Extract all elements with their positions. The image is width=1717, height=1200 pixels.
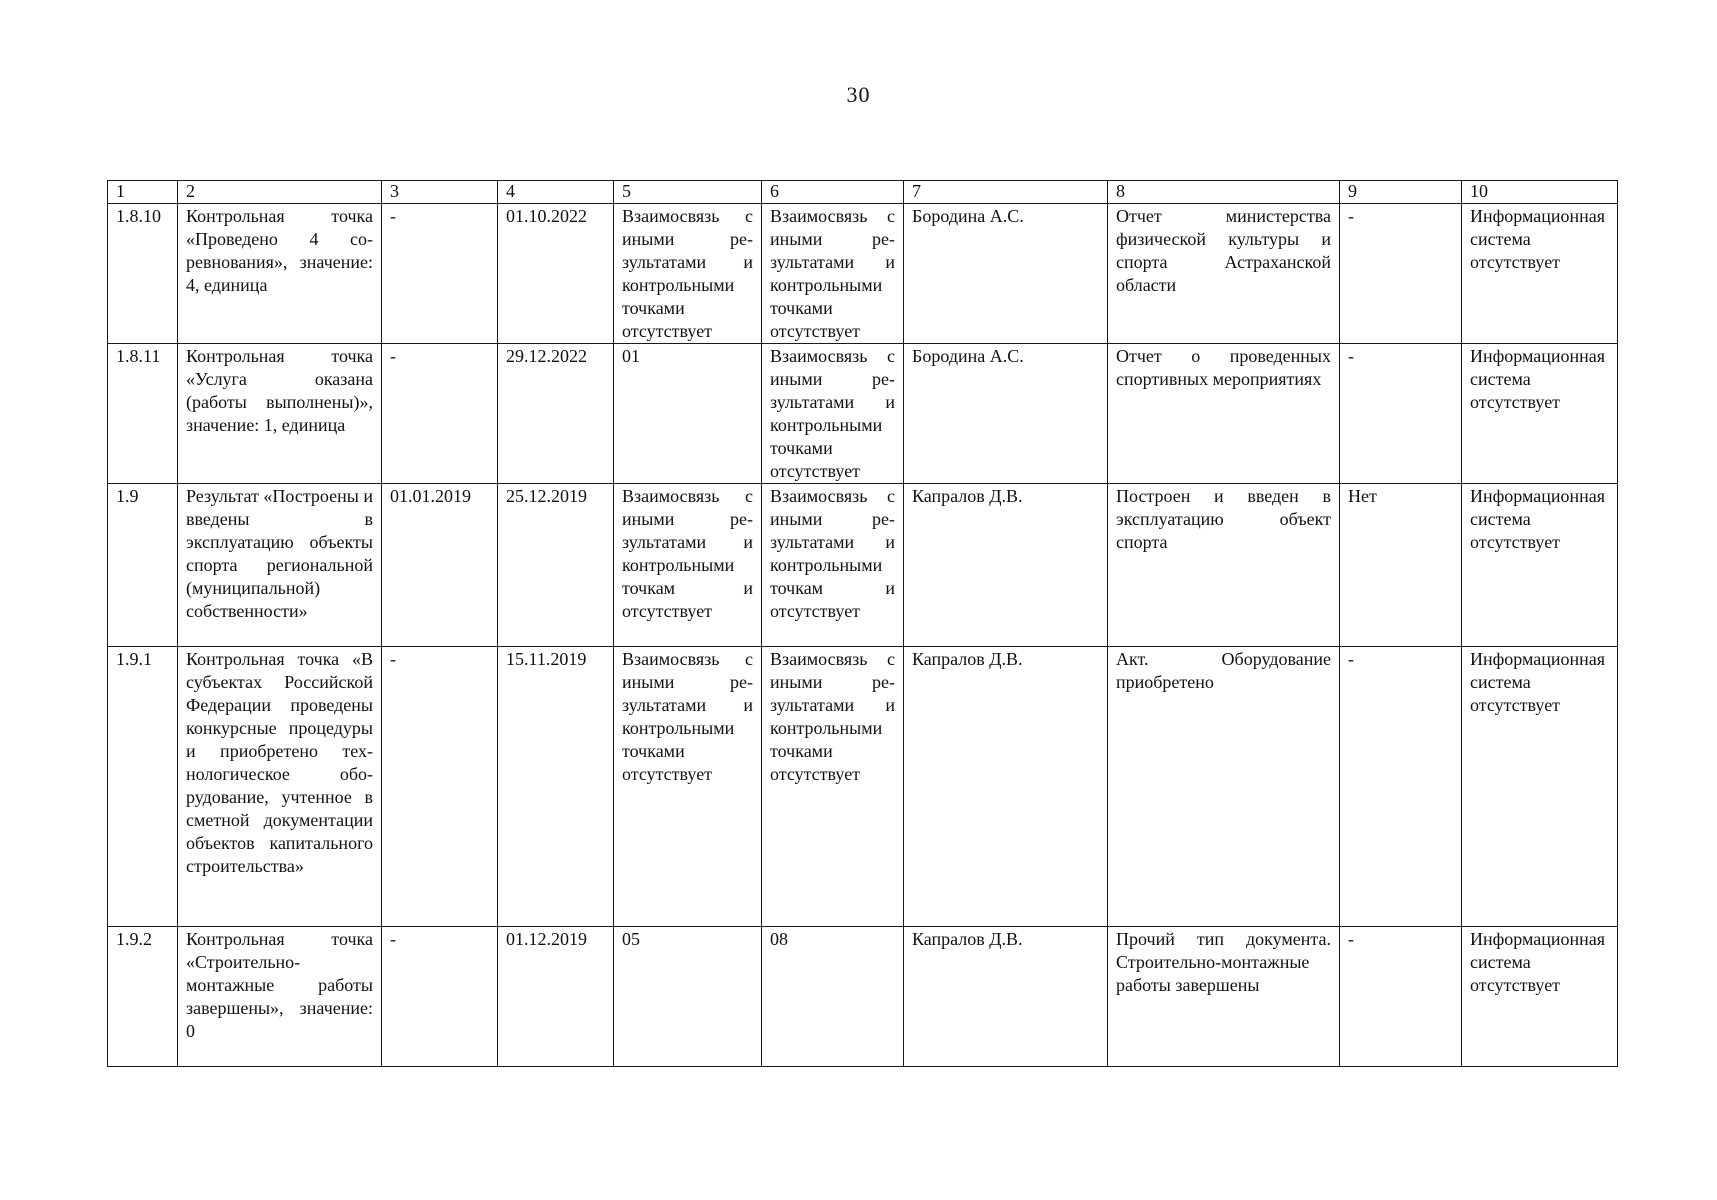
page-number: 30 [846,82,871,107]
row-info-system: Информационная система отсутствует [1462,927,1618,1067]
row-id: 1.9 [108,484,178,647]
row-document: Прочий тип документа. Строительно-монтажные работы завершены [1108,927,1340,1067]
row-successors: 08 [762,927,904,1067]
row-start-date: 01.01.2019 [382,484,498,647]
table-row [108,927,1618,1067]
table-row [108,344,1618,484]
row-start-date: - [382,204,498,344]
row-document: Построен и введен в эксплуатацию объект спорта [1108,484,1340,647]
row-id: 1.8.11 [108,344,178,484]
column-number: 4 [498,181,614,204]
row-end-date: 01.10.2022 [498,204,614,344]
column-number: 1 [108,181,178,204]
row-predecessors: Взаимосвязь с иными результатами и контрольными точкам и отсутствует [614,484,762,647]
row-responsible: Капралов Д.В. [904,647,1108,927]
row-start-date: - [382,344,498,484]
row-document: Отчет министерства физической культуры и спорта Астраханской области [1108,204,1340,344]
row-approval: - [1340,204,1462,344]
row-predecessors: 01 [614,344,762,484]
row-info-system: Информационная система отсутствует [1462,647,1618,927]
row-id: 1.9.2 [108,927,178,1067]
column-number: 8 [1108,181,1340,204]
row-info-system: Информационная система отсутствует [1462,204,1618,344]
row-end-date: 25.12.2019 [498,484,614,647]
control-points-table [107,180,1618,1067]
column-number: 7 [904,181,1108,204]
column-number-row [108,181,1618,204]
row-start-date: - [382,927,498,1067]
row-info-system: Информационная система отсутствует [1462,344,1618,484]
table-row [108,204,1618,344]
row-approval: - [1340,927,1462,1067]
row-predecessors: Взаимосвязь с иными результатами и контрольными точками отсутствует [614,647,762,927]
row-successors: Взаимосвязь с иными результатами и контрольными точками отсутствует [762,204,904,344]
column-number: 2 [178,181,382,204]
row-info-system: Информационная система отсутствует [1462,484,1618,647]
row-description: Контрольная точка «Услуга оказана (работы выполнены)», значение: 1, единица [178,344,382,484]
row-document: Отчет о проведенных спортивных мероприятиях [1108,344,1340,484]
row-id: 1.8.10 [108,204,178,344]
row-predecessors: Взаимосвязь с иными результатами и контрольными точками отсутствует [614,204,762,344]
row-successors: Взаимосвязь с иными результатами и контрольными точкам и отсутствует [762,484,904,647]
row-approval: - [1340,344,1462,484]
row-start-date: - [382,647,498,927]
row-responsible: Капралов Д.В. [904,927,1108,1067]
row-id: 1.9.1 [108,647,178,927]
row-description: Контрольная точка «В субъектах Российской Федерации проведены конкурсные процедуры и приобретено технологическое оборудование, учтенное в сметной документации объектов капитального строительства» [178,647,382,927]
row-responsible: Бородина А.С. [904,204,1108,344]
row-end-date: 29.12.2022 [498,344,614,484]
row-description: Контрольная точка «Строительно-монтажные работы завершены», значение: 0 [178,927,382,1067]
row-document: Акт. Оборудование приобретено [1108,647,1340,927]
row-predecessors: 05 [614,927,762,1067]
row-end-date: 15.11.2019 [498,647,614,927]
row-successors: Взаимосвязь с иными результатами и контрольными точками отсутствует [762,344,904,484]
column-number: 5 [614,181,762,204]
column-number: 3 [382,181,498,204]
row-responsible: Бородина А.С. [904,344,1108,484]
table-row [108,484,1618,647]
column-number: 10 [1462,181,1618,204]
row-approval: - [1340,647,1462,927]
column-number: 6 [762,181,904,204]
table-row [108,647,1618,927]
row-approval: Нет [1340,484,1462,647]
row-description: Контрольная точка «Проведено 4 соревнования», значение: 4, единица [178,204,382,344]
row-end-date: 01.12.2019 [498,927,614,1067]
row-description: Результат «Построены и введены в эксплуатацию объекты спорта региональной (муниципальной) собственности» [178,484,382,647]
row-successors: Взаимосвязь с иными результатами и контрольными точками отсутствует [762,647,904,927]
row-responsible: Капралов Д.В. [904,484,1108,647]
column-number: 9 [1340,181,1462,204]
